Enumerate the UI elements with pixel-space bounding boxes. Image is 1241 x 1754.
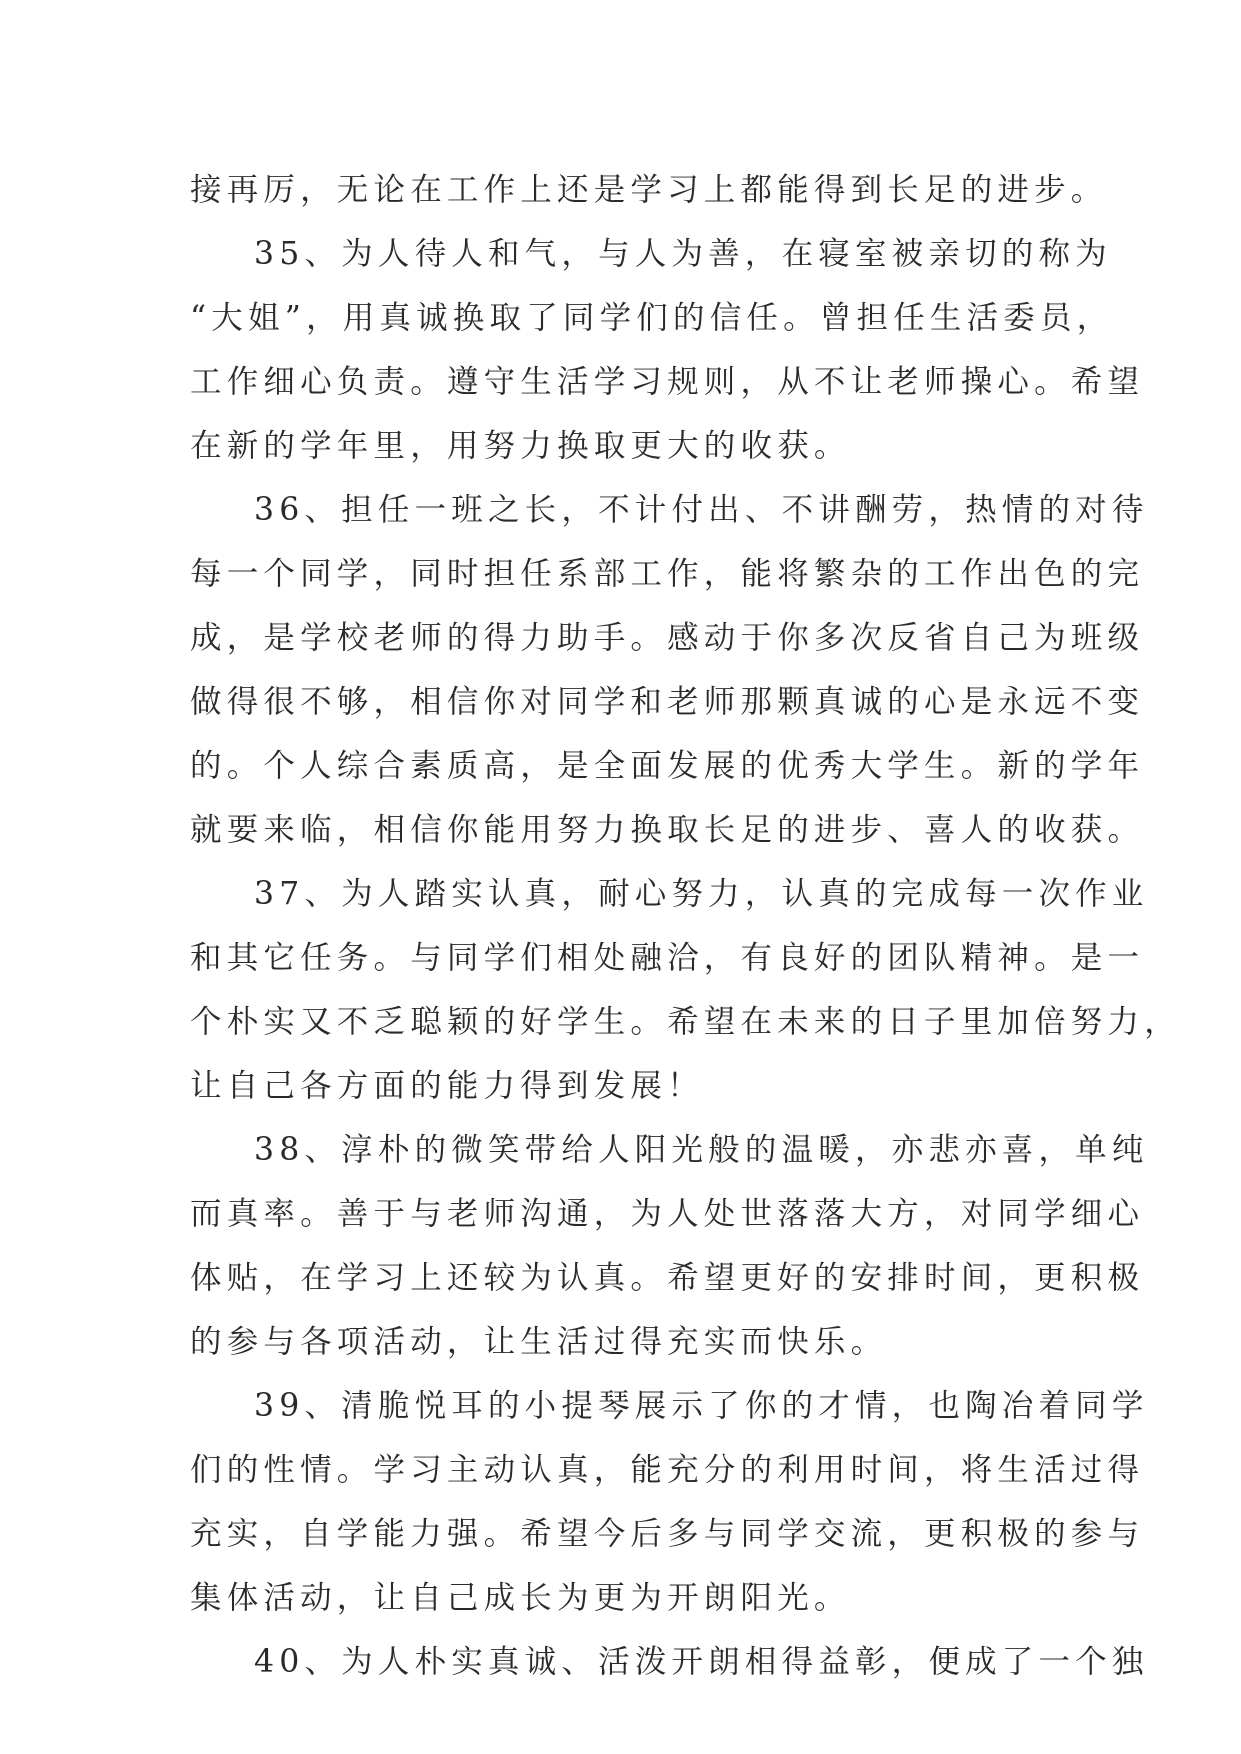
document-body bbox=[190, 158, 1181, 1694]
text-line: 的参与各项活动，让生活过得充实而快乐。 bbox=[190, 1324, 888, 1360]
paragraph-first-line: 39、清脆悦耳的小提琴展示了你的才情，也陶冶着同学 bbox=[254, 1388, 1149, 1424]
text-line: 个朴实又不乏聪颖的好学生。希望在未来的日子里加倍努力， bbox=[190, 1004, 1181, 1040]
text-line: 就要来临，相信你能用努力换取长足的进步、喜人的收获。 bbox=[190, 812, 1145, 848]
text-line: 体贴，在学习上还较为认真。希望更好的安排时间，更积极 bbox=[190, 1260, 1145, 1296]
text-line: 充实，自学能力强。希望今后多与同学交流，更积极的参与 bbox=[190, 1516, 1145, 1552]
text-line: 的。个人综合素质高，是全面发展的优秀大学生。新的学年 bbox=[190, 748, 1145, 784]
text-line: 们的性情。学习主动认真，能充分的利用时间，将生活过得 bbox=[190, 1452, 1145, 1488]
text-line: 接再厉，无论在工作上还是学习上都能得到长足的进步。 bbox=[190, 172, 1108, 208]
paragraph-first-line: 38、淳朴的微笑带给人阳光般的温暖，亦悲亦喜，单纯 bbox=[254, 1132, 1149, 1168]
text-line: 工作细心负责。遵守生活学习规则，从不让老师操心。希望 bbox=[190, 364, 1145, 400]
text-line: 在新的学年里，用努力换取更大的收获。 bbox=[190, 428, 851, 464]
paragraph-first-line: 37、为人踏实认真，耐心努力，认真的完成每一次作业 bbox=[254, 876, 1149, 912]
text-line: 而真率。善于与老师沟通，为人处世落落大方，对同学细心 bbox=[190, 1196, 1145, 1232]
paragraph-first-line: 40、为人朴实真诚、活泼开朗相得益彰，便成了一个独 bbox=[254, 1644, 1149, 1680]
text-line: 每一个同学，同时担任系部工作，能将繁杂的工作出色的完 bbox=[190, 556, 1145, 592]
paragraph-first-line: 35、为人待人和气，与人为善，在寝室被亲切的称为 bbox=[254, 236, 1112, 272]
paragraph-first-line: 36、担任一班之长，不计付出、不讲酬劳，热情的对待 bbox=[254, 492, 1149, 528]
text-line: 成，是学校老师的得力助手。感动于你多次反省自己为班级 bbox=[190, 620, 1145, 656]
text-line: 集体活动，让自己成长为更为开朗阳光。 bbox=[190, 1580, 851, 1616]
text-line: 做得很不够，相信你对同学和老师那颗真诚的心是永远不变 bbox=[190, 684, 1145, 720]
text-line: 和其它任务。与同学们相处融洽，有良好的团队精神。是一 bbox=[190, 940, 1145, 976]
text-line: “大姐”，用真诚换取了同学们的信任。曾担任生活委员， bbox=[190, 300, 1114, 336]
text-line: 让自己各方面的能力得到发展！ bbox=[190, 1068, 704, 1104]
